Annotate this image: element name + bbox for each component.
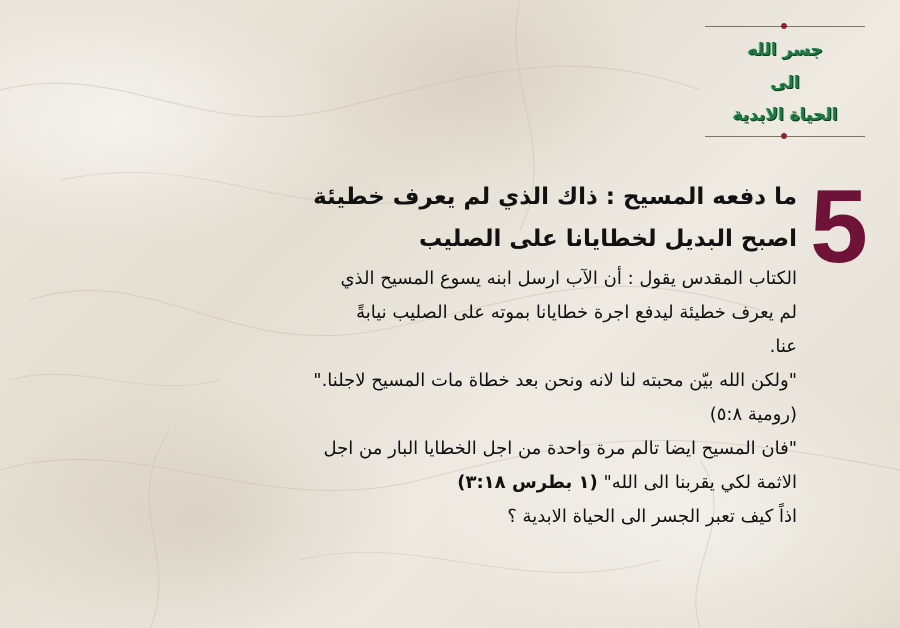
body-line-5-reference: (رومية ٥:٨) [709,404,797,425]
body-line-8-question: اذاً كيف تعبر الجسر الى الحياة الابدية ؟ [507,506,797,527]
body-line-1: الكتاب المقدس يقول : أن الآب ارسل ابنه يسوع المسيح الذي [340,268,797,289]
logo-title-line1: جسر الله [747,40,823,60]
body-line-4: "ولكن الله بيّن محبته لنا لانه ونحن بعد خطاة مات المسيح لاجلنا." [313,370,797,391]
step-number: 5 [810,169,868,285]
body-line-7-text: الاثمة لكي يقربنا الى الله" [603,472,797,493]
heading-line1: ما دفعه المسيح : ذاك الذي لم يعرف خطيئة [313,184,797,210]
body-line-3: عنا. [769,336,797,357]
body-line-7-reference: (١ بطرس ٣:١٨) [457,472,598,493]
logo-title-line3: الحياة الابدية [732,105,838,125]
logo-dot-top [781,23,787,29]
body-text [157,262,797,534]
logo-dot-bottom [781,133,787,139]
body-line-7 [157,466,797,500]
logo-title-line2: الى [770,73,800,93]
body-line-2: لم يعرف خطيئة ليدفع اجرة خطايانا بموته على الصليب نيابةً [356,302,797,323]
heading-line2: اصبح البديل لخطايانا على الصليب [419,226,797,252]
body-line-6: "فان المسيح ايضا تالم مرة واحدة من اجل الخطايا البار من اجل [323,438,797,459]
logo-block [705,18,865,142]
